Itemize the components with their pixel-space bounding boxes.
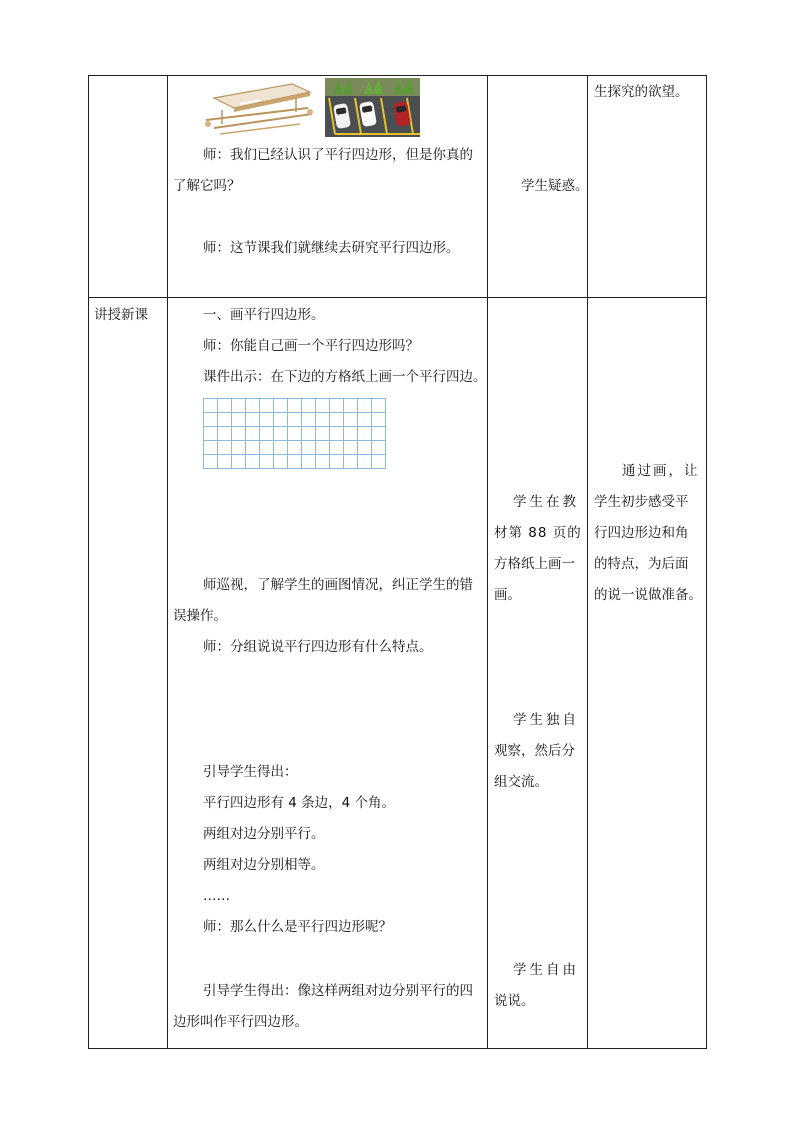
row2-line-12: 师：那么什么是平行四边形呢？	[203, 919, 392, 935]
row2-line-10: 两组对边分别相等。	[203, 857, 325, 873]
row1-student-activity: 学生疑惑。	[521, 178, 589, 194]
parking-lot-image	[325, 78, 420, 137]
row2-purpose-d5: 的说一说做准备。	[594, 587, 702, 603]
table-top-border	[88, 75, 707, 76]
row2-student-b2: 观察，然后分	[494, 743, 575, 759]
row2-line-7: 引导学生得出：	[203, 764, 298, 780]
row2-line-13: 引导学生得出：像这样两组对边分别平行的四	[203, 983, 473, 999]
row2-student-a2: 材第 88 页的	[494, 525, 582, 541]
row2-line-11: ……	[203, 888, 230, 904]
row2-line-3: 课件出示：在下边的方格纸上画一个平行四边。	[203, 369, 487, 385]
row2-student-a4: 画。	[494, 587, 521, 603]
row2-purpose-d2: 学生初步感受平	[594, 494, 689, 510]
drying-rack-image	[200, 80, 318, 136]
row1-teacher-line1: 师：我们已经认识了平行四边形，但是你真的	[203, 147, 473, 163]
row2-line-6: 师：分组说说平行四边形有什么特点。	[203, 639, 433, 655]
row2-stage-label: 讲授新课	[94, 307, 148, 323]
col-border-1	[167, 75, 168, 1049]
row2-line-9: 两组对边分别平行。	[203, 826, 325, 842]
row1-teacher-line2: 了解它吗？	[173, 178, 241, 194]
col-border-right	[706, 75, 707, 1049]
row2-line-8: 平行四边形有 4 条边，4 个角。	[203, 795, 396, 811]
row2-line-14: 边形叫作平行四边形。	[173, 1014, 308, 1030]
col-border-2	[487, 75, 488, 1049]
table-bottom-border	[88, 1048, 707, 1049]
row2-student-a3: 方格纸上画一	[494, 556, 575, 572]
row2-student-b1: 学生独自	[513, 712, 579, 728]
graph-paper-grid	[203, 398, 386, 469]
row2-line-4: 师巡视，了解学生的画图情况，纠正学生的错	[203, 577, 473, 593]
row2-student-c2: 说说。	[494, 993, 535, 1009]
row2-purpose-d4: 的特点，为后面	[594, 556, 689, 572]
col-border-left	[88, 75, 89, 1049]
row-divider	[88, 297, 707, 298]
row2-line-2: 师：你能自己画一个平行四边形吗？	[203, 338, 419, 354]
row2-purpose-d3: 行四边形边和角	[594, 525, 689, 541]
row2-purpose-d1: 通过画，让	[622, 463, 700, 479]
row2-student-c1: 学生自由	[513, 962, 579, 978]
row1-teacher-line3: 师：这节课我们就继续去研究平行四边形。	[203, 240, 460, 256]
col-border-3	[587, 75, 588, 1049]
row2-student-a1: 学生在教	[513, 494, 579, 510]
row1-purpose: 生探究的欲望。	[594, 84, 689, 100]
row2-line-1: 一、画平行四边形。	[203, 307, 325, 323]
row2-line-5: 误操作。	[173, 608, 227, 624]
row2-student-b3: 组交流。	[494, 774, 548, 790]
